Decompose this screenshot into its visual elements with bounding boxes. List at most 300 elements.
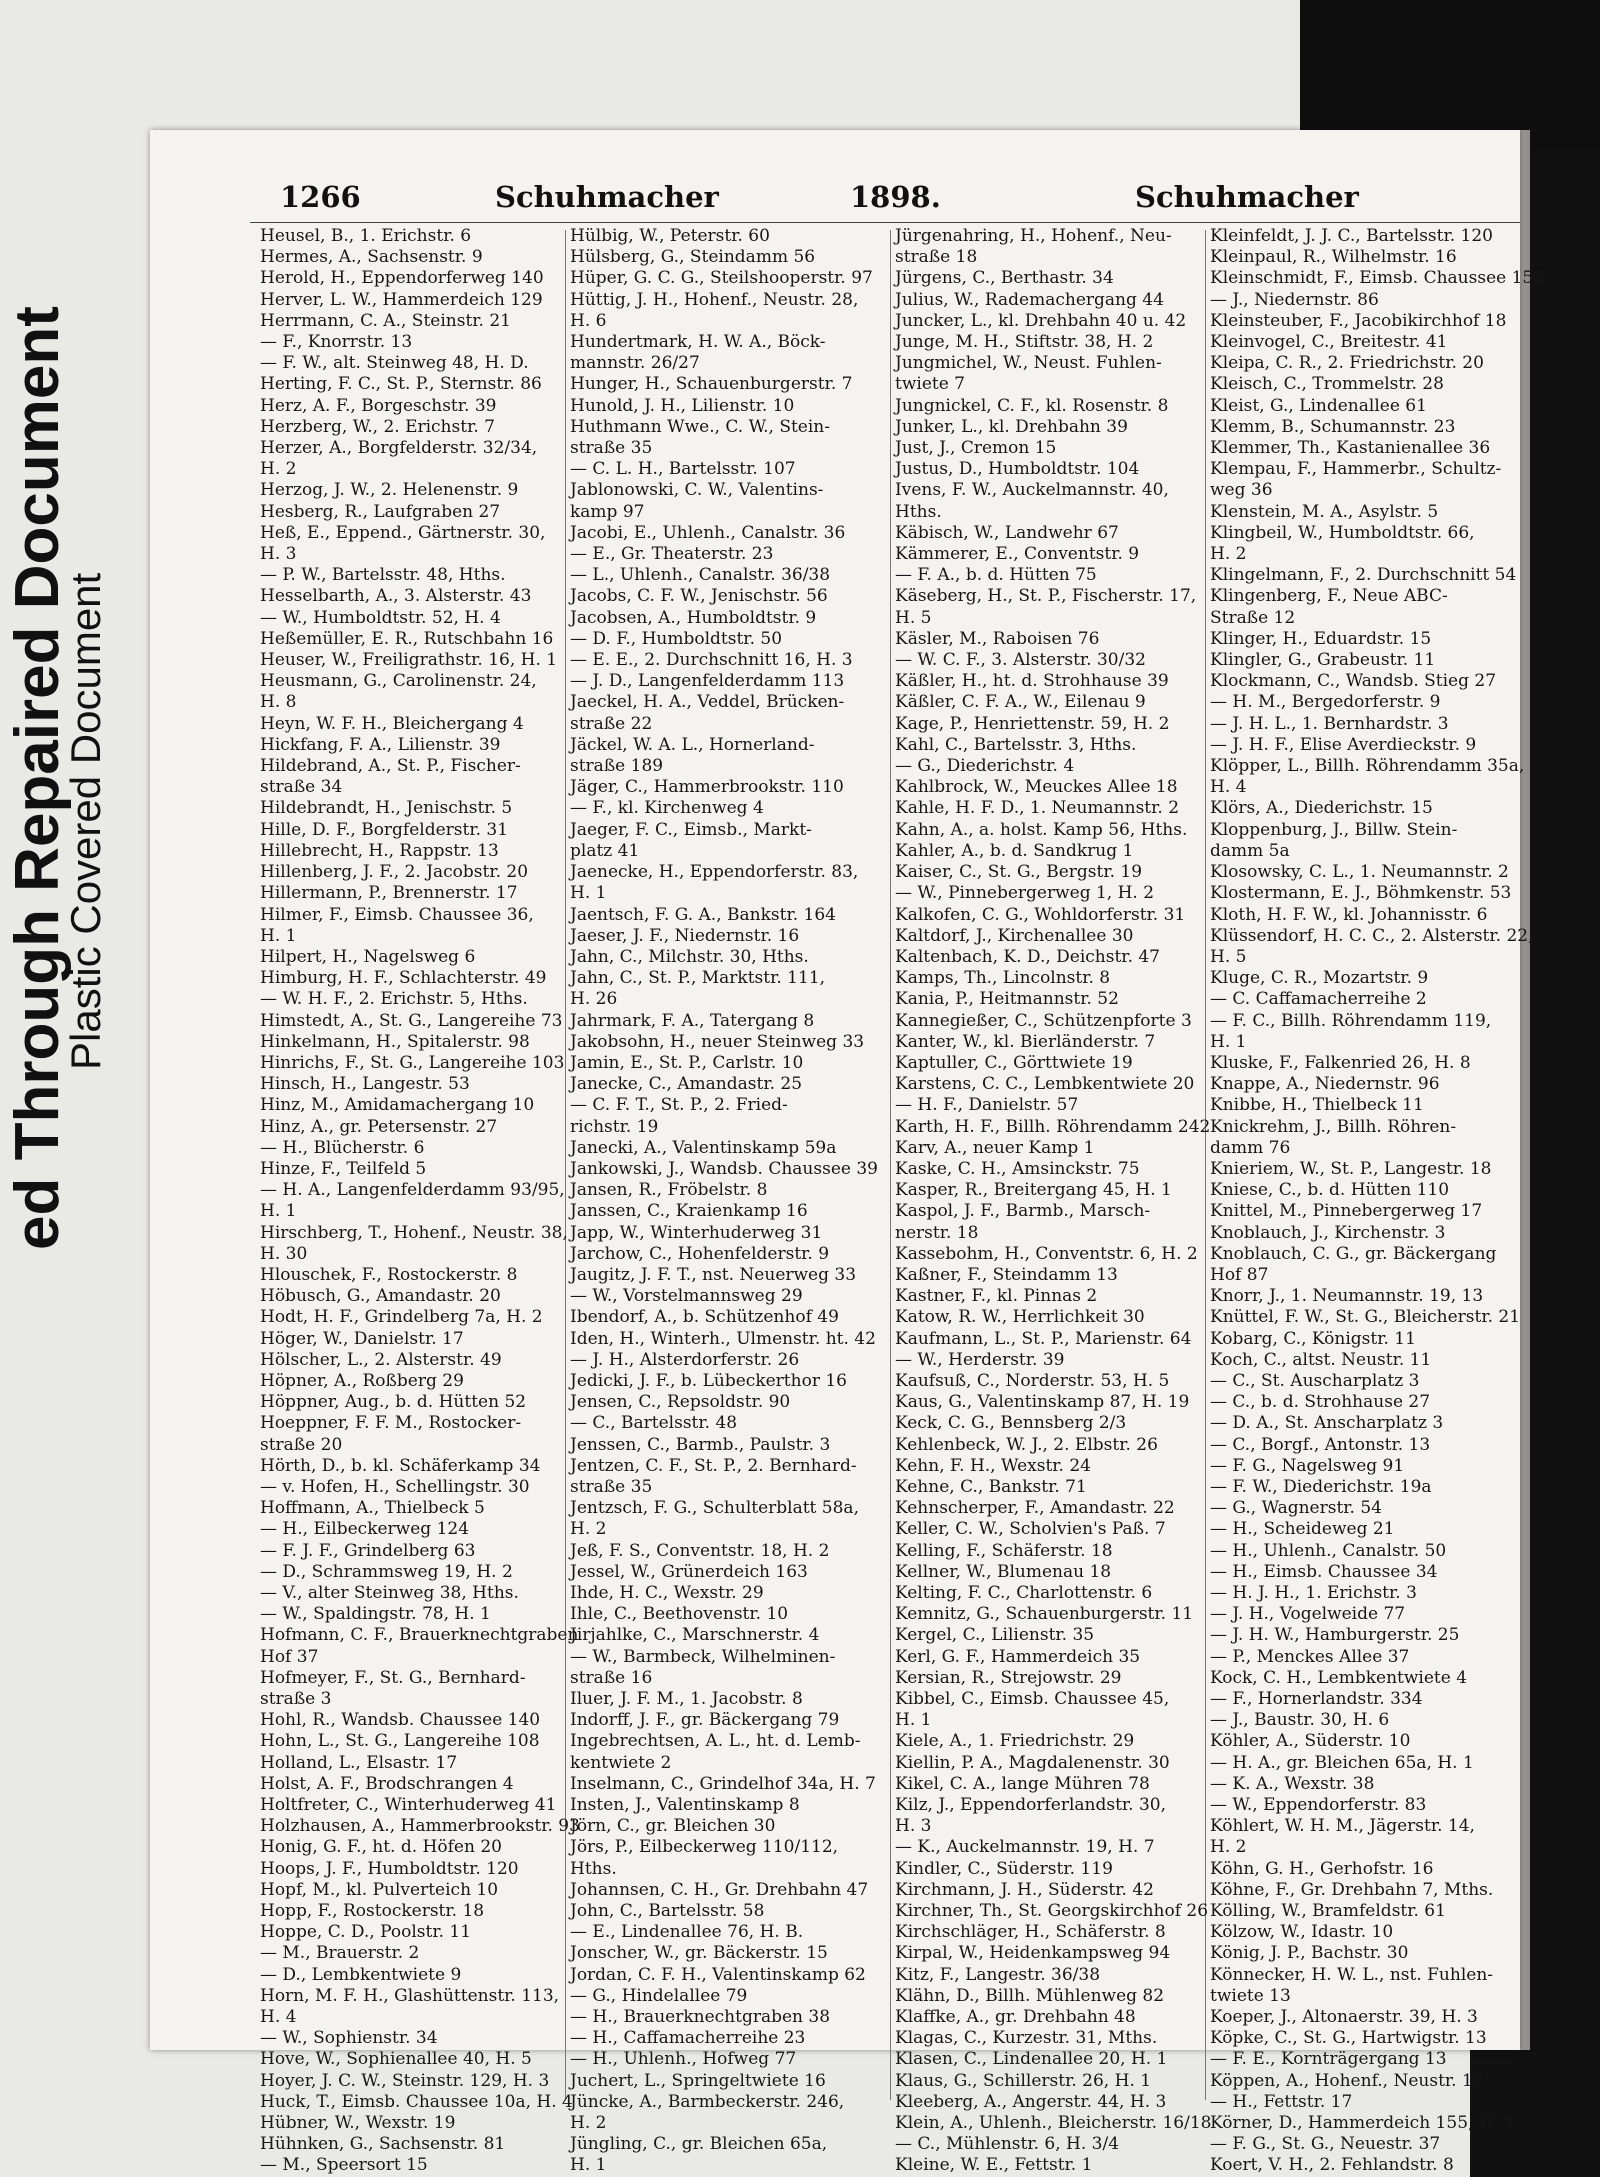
- directory-entry: Hille, D. F., Borgfelderstr. 31: [260, 819, 509, 840]
- directory-entry: Klingbeil, W., Humboldtstr. 66,: [1210, 522, 1475, 543]
- directory-entry: Jentzen, C. F., St. P., 2. Bernhard-: [570, 1455, 857, 1476]
- directory-entry: Hinrichs, F., St. G., Langereihe 103: [260, 1052, 565, 1073]
- directory-entry: Klaffke, A., gr. Drehbahn 48: [895, 2007, 1136, 2028]
- directory-entry: Klörs, A., Diederichstr. 15: [1210, 798, 1433, 819]
- directory-entry: Hunold, J. H., Lilienstr. 10: [570, 395, 795, 416]
- directory-entry: Jäckel, W. A. L., Hornerland-: [570, 734, 815, 755]
- directory-entry: Höbusch, G., Amandastr. 20: [260, 1286, 501, 1307]
- directory-entry: — J. H. L., 1. Bernhardstr. 3: [1210, 713, 1449, 734]
- directory-entry: Kersian, R., Strejowstr. 29: [895, 1667, 1122, 1688]
- directory-entry: Köpke, C., St. G., Hartwigstr. 13: [1210, 2028, 1487, 2049]
- directory-entry: Justus, D., Humboldtstr. 104: [895, 459, 1140, 480]
- directory-entry: — W. H. F., 2. Erichstr. 5, Hths.: [260, 989, 528, 1010]
- header-year: 1898.: [850, 180, 941, 214]
- directory-entry: Hildebrandt, H., Jenischstr. 5: [260, 798, 513, 819]
- repaired-document-label: ed Through Repaired Document: [3, 306, 72, 1250]
- directory-entry: Hillermann, P., Brennerstr. 17: [260, 883, 518, 904]
- directory-entry: Hof 37: [260, 1646, 319, 1667]
- directory-entry: Klingenberg, F., Neue ABC-: [1210, 586, 1448, 607]
- directory-entry: Klempau, F., Hammerbr., Schultz-: [1210, 459, 1502, 480]
- directory-entry: straße 35: [570, 438, 653, 459]
- directory-entry: Hove, W., Sophienallee 40, H. 5: [260, 2049, 532, 2070]
- directory-entry: H. 2: [1210, 544, 1247, 565]
- directory-entry: — D., Lembkentwiete 9: [260, 1964, 462, 1985]
- directory-entry: damm 76: [1210, 1137, 1291, 1158]
- directory-entry: — H., Uhlenh., Hofweg 77: [570, 2049, 797, 2070]
- directory-entry: Iden, H., Winterh., Ulmenstr. ht. 42: [570, 1328, 876, 1349]
- directory-entry: Hohn, L., St. G., Langereihe 108: [260, 1731, 540, 1752]
- directory-entry: — K., Auckelmannstr. 19, H. 7: [895, 1837, 1155, 1858]
- directory-entry: Koert, V. H., 2. Fehlandstr. 8: [1210, 2155, 1454, 2176]
- directory-entry: Hülsberg, G., Steindamm 56: [570, 247, 816, 268]
- directory-entry: platz 41: [570, 840, 640, 861]
- directory-entry: Jirjahlke, C., Marschnerstr. 4: [570, 1625, 820, 1646]
- directory-entry: Hübner, W., Wexstr. 19: [260, 2113, 456, 2134]
- directory-entry: — W. C. F., 3. Alsterstr. 30/32: [895, 650, 1146, 671]
- directory-entry: Kaltdorf, J., Kirchenallee 30: [895, 925, 1134, 946]
- directory-entry: — E., Gr. Theaterstr. 23: [570, 544, 774, 565]
- directory-entry: Herrmann, C. A., Steinstr. 21: [260, 310, 511, 331]
- directory-entry: Kelting, F. C., Charlottenstr. 6: [895, 1583, 1153, 1603]
- directory-entry: Hoops, J. F., Humboldtstr. 120: [260, 1858, 519, 1879]
- directory-entry: straße 35: [570, 1476, 653, 1497]
- directory-entry: Jaeger, F. C., Eimsb., Markt-: [570, 819, 812, 840]
- directory-entry: Kleinfeldt, J. J. C., Bartelsstr. 120: [1210, 226, 1493, 246]
- directory-entry: — G., Wagnerstr. 54: [1210, 1498, 1382, 1519]
- directory-entry: H. 26: [570, 989, 618, 1010]
- directory-entry: Jonscher, W., gr. Bäckerstr. 15: [570, 1943, 828, 1964]
- directory-entry: Kemnitz, G., Schauenburgerstr. 11: [895, 1604, 1194, 1625]
- directory-entry: weg 36: [1210, 480, 1273, 501]
- directory-entry: twiete 7: [895, 374, 965, 395]
- directory-entry: Kindler, C., Süderstr. 119: [895, 1858, 1113, 1879]
- directory-entry: Jeß, F. S., Conventstr. 18, H. 2: [570, 1540, 830, 1561]
- directory-entry: Klüssendorf, H. C. C., 2. Alsterstr. 22,: [1210, 925, 1534, 946]
- directory-entry: H. 4: [260, 2007, 297, 2028]
- directory-entry: H. 1: [570, 883, 607, 904]
- directory-entry: Heßemüller, E. R., Rutschbahn 16: [260, 628, 554, 649]
- directory-entry: Hölscher, L., 2. Alsterstr. 49: [260, 1349, 502, 1370]
- directory-entry: — C. Caffamacherreihe 2: [1210, 989, 1427, 1010]
- directory-entry: Köhne, F., Gr. Drehbahn 7, Mths.: [1210, 1879, 1494, 1900]
- plastic-covered-label: Plastic Covered Document: [62, 572, 109, 1070]
- directory-entry: Kaske, C. H., Amsinckstr. 75: [895, 1158, 1140, 1179]
- header-left-title: Schuhmacher: [495, 180, 719, 214]
- directory-entry: Knibbe, H., Thielbeck 11: [1210, 1095, 1424, 1116]
- directory-entry: Klagas, C., Kurzestr. 31, Mths.: [895, 2028, 1158, 2049]
- directory-entry: — L., Uhlenh., Canalstr. 36/38: [570, 565, 831, 586]
- directory-entry: — H. A., gr. Bleichen 65a, H. 1: [1210, 1752, 1474, 1773]
- directory-entry: Jürgenahring, H., Hohenf., Neu-: [895, 226, 1172, 246]
- directory-entry: Jacobsen, A., Humboldtstr. 9: [570, 607, 817, 628]
- directory-entry: — F. J. F., Grindelberg 63: [260, 1540, 476, 1561]
- directory-entry: Keck, C. G., Bennsberg 2/3: [895, 1413, 1127, 1434]
- directory-entry: H. 1: [570, 2155, 607, 2176]
- directory-entry: Klockmann, C., Wandsb. Stieg 27: [1210, 671, 1497, 692]
- directory-entry: — F., Knorrstr. 13: [260, 332, 413, 353]
- directory-entry: Hüttig, J. H., Hohenf., Neustr. 28,: [570, 289, 859, 310]
- directory-entry: Kleine, W. E., Fettstr. 1: [895, 2155, 1093, 2176]
- directory-entry: Klenstein, M. A., Asylstr. 5: [1210, 501, 1439, 522]
- directory-entry: Hoyer, J. C. W., Steinstr. 129, H. 3: [260, 2070, 550, 2091]
- directory-entry: damm 5a: [1210, 840, 1290, 861]
- directory-entry: Kellner, W., Blumenau 18: [895, 1561, 1112, 1582]
- directory-entry: Herold, H., Eppendorferweg 140: [260, 268, 544, 289]
- directory-entry: Junge, M. H., Stiftstr. 38, H. 2: [895, 332, 1154, 353]
- directory-entry: Köhler, A., Süderstr. 10: [1210, 1731, 1411, 1752]
- directory-entry: — F., kl. Kirchenweg 4: [570, 798, 764, 819]
- directory-entry: Kahn, A., a. holst. Kamp 56, Hths.: [895, 819, 1188, 840]
- directory-entry: Jacobi, E., Uhlenh., Canalstr. 36: [570, 522, 846, 543]
- directory-entry: H. 3: [895, 1816, 932, 1837]
- directory-entry: Holst, A. F., Brodschrangen 4: [260, 1773, 514, 1794]
- directory-entry: Kehne, C., Bankstr. 71: [895, 1476, 1087, 1497]
- directory-entry: — C. F. T., St. P., 2. Fried-: [570, 1095, 788, 1116]
- directory-entry: — F. W., alt. Steinweg 48, H. D.: [260, 353, 529, 374]
- directory-entry: Heß, E., Eppend., Gärtnerstr. 30,: [260, 522, 546, 543]
- directory-entry: Kibbel, C., Eimsb. Chaussee 45,: [895, 1689, 1170, 1710]
- directory-entry: Kölzow, W., Idastr. 10: [1210, 1922, 1394, 1943]
- directory-entry: Kehn, F. H., Wexstr. 24: [895, 1455, 1091, 1476]
- directory-entry: Keller, C. W., Scholvien's Paß. 7: [895, 1519, 1166, 1540]
- directory-entry: — F. C., Billh. Röhrendamm 119,: [1210, 1010, 1492, 1031]
- directory-entry: Hillenberg, J. F., 2. Jacobstr. 20: [260, 862, 529, 883]
- directory-entry: — M., Speersort 15: [260, 2155, 428, 2176]
- directory-entry: Klostermann, E. J., Böhmkenstr. 53: [1210, 883, 1512, 904]
- directory-entry: Jäger, C., Hammerbrookstr. 110: [570, 777, 844, 798]
- directory-entry: Könnecker, H. W. L., nst. Fuhlen-: [1210, 1964, 1494, 1985]
- directory-entry: Käsler, M., Raboisen 76: [895, 628, 1100, 649]
- directory-entry: Kehlenbeck, W. J., 2. Elbstr. 26: [895, 1434, 1158, 1455]
- directory-entry: Janecke, C., Amandastr. 25: [570, 1074, 803, 1095]
- directory-entry: — D. F., Humboldtstr. 50: [570, 628, 783, 649]
- directory-entry: Klemm, B., Schumannstr. 23: [1210, 416, 1456, 437]
- directory-entry: — V., alter Steinweg 38, Hths.: [260, 1583, 519, 1603]
- directory-entry: Kahle, H. F. D., 1. Neumannstr. 2: [895, 798, 1180, 819]
- directory-entry: Jüncke, A., Barmbeckerstr. 246,: [570, 2091, 845, 2112]
- directory-entry: — P., Menckes Allee 37: [1210, 1646, 1410, 1667]
- directory-entry: Hths.: [570, 1858, 617, 1879]
- directory-entry: Kirchner, Th., St. Georgskirchhof 26: [895, 1901, 1209, 1922]
- directory-entry: — W., Spaldingstr. 78, H. 1: [260, 1604, 491, 1625]
- directory-entry: Jakobsohn, H., neuer Steinweg 33: [570, 1031, 865, 1052]
- directory-entry: straße 20: [260, 1434, 343, 1455]
- directory-entry: Jüngling, C., gr. Bleichen 65a,: [570, 2134, 828, 2155]
- directory-entry: Herzberg, W., 2. Erichstr. 7: [260, 416, 495, 437]
- page-header: [150, 180, 1520, 226]
- header-right-title: Schuhmacher: [1135, 180, 1359, 214]
- directory-entry: Herz, A. F., Borgeschstr. 39: [260, 395, 497, 416]
- directory-entry: kamp 97: [570, 501, 645, 522]
- directory-entry: Köhn, G. H., Gerhofstr. 16: [1210, 1858, 1434, 1879]
- directory-entry: Just, J., Cremon 15: [895, 438, 1057, 459]
- directory-entry: Hths.: [895, 501, 942, 522]
- directory-entry: — D., Schrammsweg 19, H. 2: [260, 1561, 513, 1582]
- directory-entry: — C. L. H., Bartelsstr. 107: [570, 459, 796, 480]
- directory-entry: Hinz, M., Amidamachergang 10: [260, 1095, 535, 1116]
- directory-entry: Kamps, Th., Lincolnstr. 8: [895, 968, 1111, 989]
- directory-entry: Kaßner, F., Steindamm 13: [895, 1264, 1118, 1285]
- directory-entry: Knieriem, W., St. P., Langestr. 18: [1210, 1158, 1492, 1179]
- directory-entry: straße 22: [570, 713, 653, 734]
- directory-entry: — J. H., Alsterdorferstr. 26: [570, 1349, 800, 1370]
- header-rule: [250, 222, 1520, 223]
- directory-entry: Kannegießer, C., Schützenpforte 3: [895, 1010, 1192, 1031]
- directory-entry: — v. Hofen, H., Schellingstr. 30: [260, 1476, 530, 1497]
- directory-entry: Hopp, F., Rostockerstr. 18: [260, 1901, 485, 1922]
- directory-entry: mannstr. 26/27: [570, 353, 700, 374]
- directory-entry: Hinz, A., gr. Petersenstr. 27: [260, 1116, 498, 1137]
- directory-entry: Herting, F. C., St. P., Sternstr. 86: [260, 374, 542, 395]
- directory-entry: Ibendorf, A., b. Schützenhof 49: [570, 1307, 839, 1328]
- directory-entry: Käßler, C. F. A., W., Eilenau 9: [895, 692, 1146, 713]
- directory-entry: Klein, A., Uhlenh., Bleicherstr. 16/18: [895, 2113, 1212, 2134]
- directory-entry: — H., Uhlenh., Canalstr. 50: [1210, 1540, 1447, 1561]
- directory-entry: Kitz, F., Langestr. 36/38: [895, 1964, 1101, 1985]
- directory-entry: Insten, J., Valentinskamp 8: [570, 1795, 800, 1816]
- directory-entry: twiete 13: [1210, 1985, 1291, 2006]
- directory-entry: Herver, L. W., Hammerdeich 129: [260, 289, 543, 310]
- directory-entry: Junker, L., kl. Drehbahn 39: [895, 416, 1128, 437]
- directory-entry: Inselmann, C., Grindelhof 34a, H. 7: [570, 1773, 876, 1794]
- directory-entry: Hickfang, F. A., Lilienstr. 39: [260, 734, 501, 755]
- directory-entry: Juchert, L., Springeltwiete 16: [570, 2070, 826, 2091]
- directory-entry: H. 2: [1210, 1837, 1247, 1858]
- directory-entry: — H., Brauerknechtgraben 38: [570, 2007, 831, 2028]
- directory-entry: Jordan, C. F. H., Valentinskamp 62: [570, 1964, 866, 1985]
- directory-entry: Hopf, M., kl. Pulverteich 10: [260, 1879, 499, 1900]
- directory-entry: — H. F., Danielstr. 57: [895, 1095, 1079, 1116]
- directory-entry: straße 18: [895, 247, 978, 268]
- directory-entry: Hofmann, C. F., Brauerknechtgraben: [260, 1625, 579, 1646]
- page-number: 1266: [280, 180, 361, 214]
- directory-entry: Hinsch, H., Langestr. 53: [260, 1074, 470, 1095]
- scanner-edge-top: [1300, 0, 1600, 150]
- directory-entry: Kock, C. H., Lembkentwiete 4: [1210, 1667, 1468, 1688]
- directory-entry: Ivens, F. W., Auckelmannstr. 40,: [895, 480, 1169, 501]
- directory-entry: Himburg, H. F., Schlachterstr. 49: [260, 968, 547, 989]
- directory-entry: Ihde, H. C., Wexstr. 29: [570, 1583, 764, 1603]
- directory-entry: Heusel, B., 1. Erichstr. 6: [260, 226, 472, 246]
- directory-entry: Höger, W., Danielstr. 17: [260, 1328, 464, 1349]
- directory-entry: Kaptuller, C., Görttwiete 19: [895, 1052, 1133, 1073]
- directory-entry: Knappe, A., Niedernstr. 96: [1210, 1074, 1440, 1095]
- directory-entry: Herzer, A., Borgfelderstr. 32/34,: [260, 438, 538, 459]
- directory-entry: Kilz, J., Eppendorferlandstr. 30,: [895, 1795, 1167, 1816]
- directory-entry: H. 2: [260, 459, 297, 480]
- directory-entry: Kania, P., Heitmannstr. 52: [895, 989, 1119, 1010]
- directory-entry: H. 6: [570, 310, 607, 331]
- directory-entry: Jaeckel, H. A., Veddel, Brücken-: [570, 692, 845, 713]
- directory-entry: — W., Humboldtstr. 52, H. 4: [260, 607, 501, 628]
- directory-entry: Kämmerer, E., Conventstr. 9: [895, 544, 1140, 565]
- directory-entry: nerstr. 18: [895, 1222, 979, 1243]
- directory-entry: Kleinschmidt, F., Eimsb. Chaussee 159: [1210, 268, 1545, 289]
- directory-entry: Kalkofen, C. G., Wohldorferstr. 31: [895, 904, 1186, 925]
- directory-entry: — J., Niedernstr. 86: [1210, 289, 1379, 310]
- directory-entry: — E. E., 2. Durchschnitt 16, H. 3: [570, 650, 853, 671]
- directory-entry: Karth, H. F., Billh. Röhrendamm 242: [895, 1116, 1211, 1137]
- directory-entry: Johannsen, C. H., Gr. Drehbahn 47: [570, 1879, 869, 1900]
- directory-entry: Kanter, W., kl. Bierländerstr. 7: [895, 1031, 1156, 1052]
- directory-entry: Kirchmann, J. H., Süderstr. 42: [895, 1879, 1154, 1900]
- directory-entry: — H., Fettstr. 17: [1210, 2091, 1353, 2112]
- directory-entry: Hüper, G. C. G., Steilshooperstr. 97: [570, 268, 873, 289]
- directory-entry: Himstedt, A., St. G., Langereihe 73: [260, 1010, 563, 1031]
- directory-entry: Ingebrechtsen, A. L., ht. d. Lemb-: [570, 1731, 861, 1752]
- directory-entry: Klasen, C., Lindenallee 20, H. 1: [895, 2049, 1168, 2070]
- directory-entry: straße 34: [260, 777, 343, 798]
- directory-entry: Klosowsky, C. L., 1. Neumannstr. 2: [1210, 862, 1509, 883]
- directory-entry: Huck, T., Eimsb. Chaussee 10a, H. 4: [260, 2091, 573, 2112]
- directory-entry: H. 1: [1210, 1031, 1247, 1052]
- directory-entry: Jentzsch, F. G., Schulterblatt 58a,: [570, 1498, 859, 1519]
- directory-entry: Hilpert, H., Nagelsweg 6: [260, 946, 476, 967]
- directory-entry: — W., Sophienstr. 34: [260, 2028, 438, 2049]
- directory-entry: Japp, W., Winterhuderweg 31: [570, 1222, 823, 1243]
- directory-entry: Kölling, W., Bramfeldstr. 61: [1210, 1901, 1446, 1922]
- directory-entry: — H., Eimsb. Chaussee 34: [1210, 1561, 1438, 1582]
- directory-entry: — H., Blücherstr. 6: [260, 1137, 425, 1158]
- directory-entry: — H. M., Bergedorferstr. 9: [1210, 692, 1441, 713]
- directory-entry: Huthmann Wwe., C. W., Stein-: [570, 416, 830, 437]
- directory-entry: Hoppe, C. D., Poolstr. 11: [260, 1922, 472, 1943]
- directory-entry: Hildebrand, A., St. P., Fischer-: [260, 756, 521, 777]
- directory-entry: Jörs, P., Eilbeckerweg 110/112,: [570, 1837, 839, 1858]
- directory-entry: Hühnken, G., Sachsenstr. 81: [260, 2134, 506, 2155]
- directory-entry: Holland, L., Elsastr. 17: [260, 1752, 458, 1773]
- directory-entry: Honig, G. F., ht. d. Höfen 20: [260, 1837, 502, 1858]
- directory-entry: Knüttel, F. W., St. G., Bleicherstr. 21: [1210, 1307, 1521, 1328]
- directory-entry: Iluer, J. F. M., 1. Jacobstr. 8: [570, 1689, 803, 1710]
- directory-entry: Hesberg, R., Laufgraben 27: [260, 501, 501, 522]
- directory-entry: — J. H., Vogelweide 77: [1210, 1604, 1406, 1625]
- directory-entry: Kaus, G., Valentinskamp 87, H. 19: [895, 1392, 1190, 1413]
- directory-entry: Kluske, F., Falkenried 26, H. 8: [1210, 1052, 1471, 1073]
- directory-entry: Kage, P., Henriettenstr. 59, H. 2: [895, 713, 1170, 734]
- directory-entry: Klinger, H., Eduardstr. 15: [1210, 628, 1432, 649]
- directory-entry: Katow, R. W., Herrlichkeit 30: [895, 1307, 1145, 1328]
- directory-entry: Hillebrecht, H., Rappstr. 13: [260, 840, 499, 861]
- directory-entry: — F. A., b. d. Hütten 75: [895, 565, 1097, 586]
- directory-entry: Hunger, H., Schauenburgerstr. 7: [570, 374, 853, 395]
- directory-entry: Hinze, F., Teilfeld 5: [260, 1158, 427, 1179]
- directory-entry: Hörth, D., b. kl. Schäferkamp 34: [260, 1455, 541, 1476]
- directory-entry: Kahlbrock, W., Meuckes Allee 18: [895, 777, 1178, 798]
- directory-entry: Kiele, A., 1. Friedrichstr. 29: [895, 1731, 1135, 1752]
- directory-entry: H. 8: [260, 692, 297, 713]
- directory-entry: Jahrmark, F. A., Tatergang 8: [570, 1010, 815, 1031]
- directory-entry: — J. H. F., Elise Averdieckstr. 9: [1210, 734, 1477, 755]
- directory-entry: Janecki, A., Valentinskamp 59a: [570, 1137, 837, 1158]
- directory-entry: — J. H. W., Hamburgerstr. 25: [1210, 1625, 1460, 1646]
- directory-entry: H. 1: [260, 1201, 297, 1222]
- directory-entry: Herzog, J. W., 2. Helenenstr. 9: [260, 480, 519, 501]
- directory-entry: Horn, M. F. H., Glashüttenstr. 113,: [260, 1985, 560, 2006]
- directory-entry: Hesselbarth, A., 3. Alsterstr. 43: [260, 586, 532, 607]
- directory-entry: — G., Hindelallee 79: [570, 1985, 748, 2006]
- directory-entry: Straße 12: [1210, 607, 1296, 628]
- directory-entry: Kaspol, J. F., Barmb., Marsch-: [895, 1201, 1151, 1222]
- directory-entry: Hinkelmann, H., Spitalerstr. 98: [260, 1031, 530, 1052]
- directory-entry: richstr. 19: [570, 1116, 659, 1137]
- directory-entry: Knorr, J., 1. Neumannstr. 19, 13: [1210, 1286, 1484, 1307]
- directory-entry: — M., Brauerstr. 2: [260, 1943, 420, 1964]
- directory-entry: — J. D., Langenfelderdamm 113: [570, 671, 845, 692]
- directory-entry: straße 189: [570, 756, 664, 777]
- directory-entry: H. 1: [895, 1710, 932, 1731]
- directory-entry: Kleipa, C. R., 2. Friedrichstr. 20: [1210, 353, 1484, 374]
- directory-entry: Jörn, C., gr. Bleichen 30: [570, 1816, 776, 1837]
- directory-entry: — F. G., St. G., Neuestr. 37: [1210, 2134, 1441, 2155]
- directory-entry: Kleisch, C., Trommelstr. 28: [1210, 374, 1444, 395]
- directory-entry: — E., Lindenallee 76, H. B.: [570, 1922, 804, 1943]
- directory-entry: Kloth, H. F. W., kl. Johannisstr. 6: [1210, 904, 1488, 925]
- directory-entry: Kassebohm, H., Conventstr. 6, H. 2: [895, 1243, 1198, 1264]
- directory-entry: Jarchow, C., Hohenfelderstr. 9: [570, 1243, 830, 1264]
- directory-entry: H. 4: [1210, 777, 1247, 798]
- directory-entry: Karv, A., neuer Kamp 1: [895, 1137, 1095, 1158]
- directory-entry: Jansen, R., Fröbelstr. 8: [570, 1180, 768, 1201]
- directory-entry: Kleinpaul, R., Wilhelmstr. 16: [1210, 247, 1457, 268]
- directory-entry: Jessel, W., Grünerdeich 163: [570, 1561, 808, 1582]
- directory-entry: straße 3: [260, 1689, 332, 1710]
- document-condition-label: [0, 0, 140, 2177]
- directory-entry: Indorff, J. F., gr. Bäckergang 79: [570, 1710, 840, 1731]
- directory-entry: Kaufsuß, C., Norderstr. 53, H. 5: [895, 1370, 1170, 1391]
- directory-entry: Kloppenburg, J., Billw. Stein-: [1210, 819, 1458, 840]
- directory-entry: Hof 87: [1210, 1264, 1269, 1285]
- directory-entry: Käseberg, H., St. P., Fischerstr. 17,: [895, 586, 1197, 607]
- directory-entry: Klöpper, L., Billh. Röhrendamm 35a,: [1210, 756, 1525, 777]
- directory-entry: H. 2: [570, 1519, 607, 1540]
- directory-entry: Klähn, D., Billh. Mühlenweg 82: [895, 1985, 1165, 2006]
- directory-entry: H. 5: [895, 607, 932, 628]
- directory-entry: Höpner, A., Roßberg 29: [260, 1370, 464, 1391]
- directory-entry: H. 5: [1210, 946, 1247, 967]
- directory-entry: Kleinvogel, C., Breitestr. 41: [1210, 332, 1448, 353]
- directory-entry: Janssen, C., Kraienkamp 16: [570, 1201, 808, 1222]
- directory-entry: — G., Diederichstr. 4: [895, 756, 1075, 777]
- directory-entry: Hofmeyer, F., St. G., Bernhard-: [260, 1667, 526, 1688]
- directory-entry: — W., Herderstr. 39: [895, 1349, 1065, 1370]
- directory-entry: Hirschberg, T., Hohenf., Neustr. 38,: [260, 1222, 568, 1243]
- directory-entry: Hoeppner, F. F. M., Rostocker-: [260, 1413, 522, 1434]
- directory-entry: Kobarg, C., Königstr. 11: [1210, 1328, 1416, 1349]
- directory-entry: Hilmer, F., Eimsb. Chaussee 36,: [260, 904, 534, 925]
- directory-entry: Kahl, C., Bartelsstr. 3, Hths.: [895, 734, 1137, 755]
- directory-page: [150, 130, 1545, 2176]
- directory-entry: — F. E., Kornträgergang 13: [1210, 2049, 1447, 2070]
- directory-entry: Jaentsch, F. G. A., Bankstr. 164: [570, 904, 836, 925]
- directory-entry: Jahn, C., St. P., Marktstr. 111,: [570, 968, 826, 989]
- directory-entry: Jedicki, J. F., b. Lübeckerthor 16: [570, 1370, 847, 1391]
- directory-entry: Kleinsteuber, F., Jacobikirchhof 18: [1210, 310, 1507, 331]
- directory-entry: Jahn, C., Milchstr. 30, Hths.: [570, 946, 809, 967]
- directory-entry: — W., Pinnebergerweg 1, H. 2: [895, 883, 1155, 904]
- directory-entry: H. 2: [570, 2113, 607, 2134]
- directory-entry: Heusmann, G., Carolinenstr. 24,: [260, 671, 537, 692]
- directory-entry: Kirchschläger, H., Schäferstr. 8: [895, 1922, 1166, 1943]
- directory-entry: — H., Caffamacherreihe 23: [570, 2028, 806, 2049]
- directory-entry: Käßler, H., ht. d. Strohhause 39: [895, 671, 1169, 692]
- directory-entry: Kaufmann, L., St. P., Marienstr. 64: [895, 1328, 1192, 1349]
- directory-column-1: [260, 226, 578, 2177]
- directory-entry: — C., St. Auscharplatz 3: [1210, 1370, 1420, 1391]
- directory-entry: — F. W., Diederichstr. 19a: [1210, 1476, 1432, 1497]
- directory-entry: Klingler, G., Grabeustr. 11: [1210, 650, 1436, 671]
- directory-entry: Heuser, W., Freiligrathstr. 16, H. 1: [260, 650, 558, 671]
